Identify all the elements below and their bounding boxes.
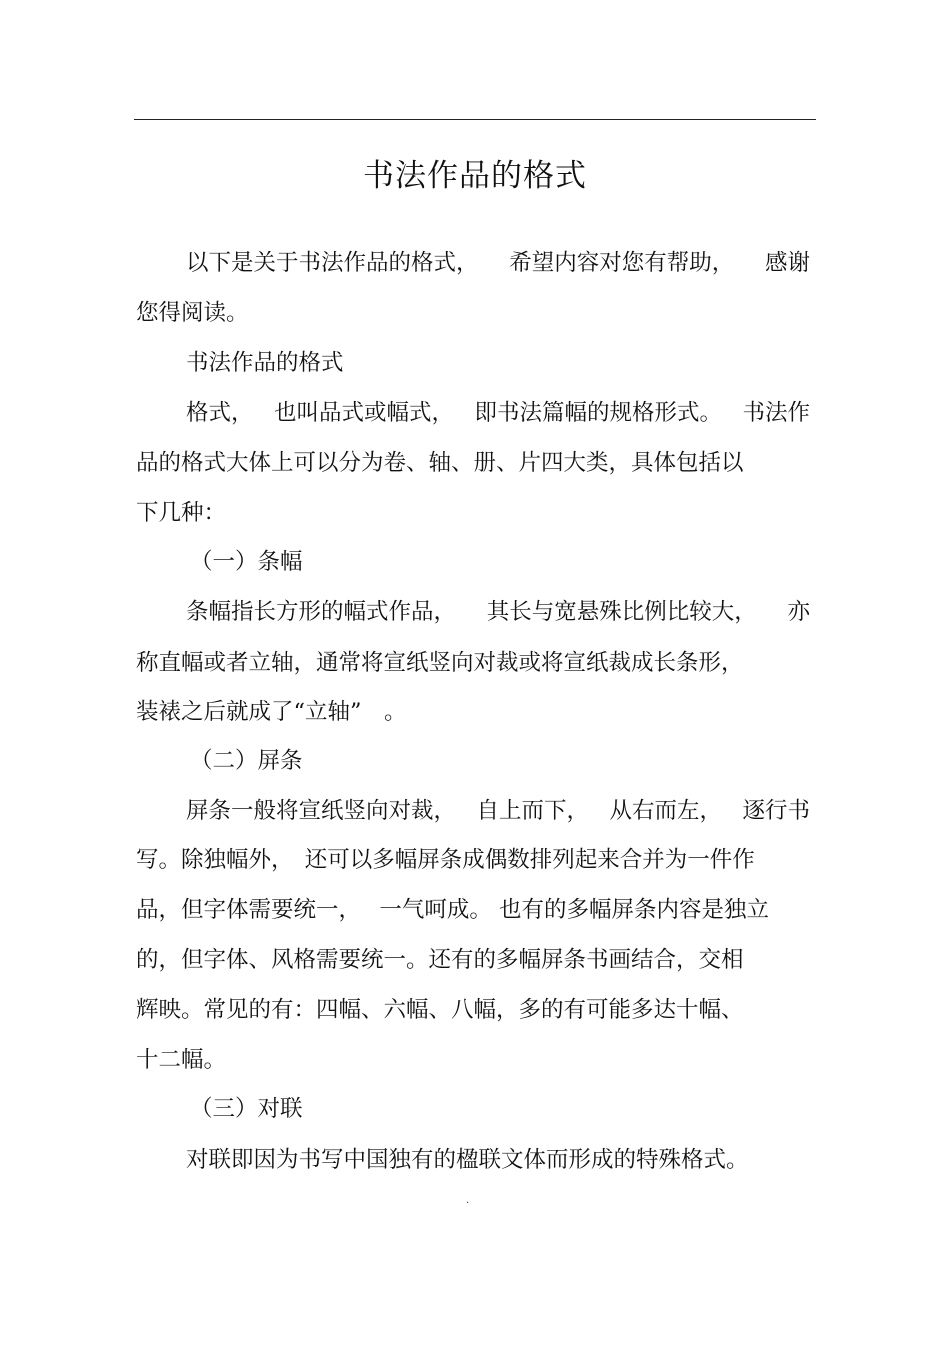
paragraph-line: 装裱之后就成了“立轴” 。 — [136, 699, 407, 725]
section-heading: （三）对联 — [190, 1096, 303, 1122]
text-segment: 格式， — [186, 400, 254, 426]
paragraph-line: 对联即因为书写中国独有的楹联文体而形成的特殊格式。 — [186, 1147, 749, 1173]
text-segment: 逐行书 — [742, 798, 810, 824]
page-title: 书法作品的格式 — [363, 158, 587, 194]
paragraph-line: 品的格式大体上可以分为卷、轴、册、片四大类，具体包括以 — [136, 450, 744, 476]
paragraph-line: 下几种： — [136, 500, 227, 526]
text-segment: 条幅指长方形的幅式作品， — [186, 599, 457, 625]
text-segment: 书法作 — [742, 400, 810, 426]
page-footer-mark: . — [466, 1195, 470, 1206]
paragraph-line: 称直幅或者立轴，通常将宣纸竖向对裁或将宣纸裁成长条形， — [136, 650, 744, 676]
text-segment: 即书法篇幅的规格形式。 — [474, 400, 722, 426]
section-heading: 书法作品的格式 — [186, 350, 344, 376]
paragraph-line — [186, 398, 810, 428]
header-rule — [134, 119, 816, 120]
text-segment: 感谢 — [764, 250, 810, 276]
paragraph-line: 品，但字体需要统一， 一气呵成。 也有的多幅屏条内容是独立 — [136, 897, 770, 923]
paragraph-line: 的，但字体、风格需要统一。还有的多幅屏条书画结合，交相 — [136, 947, 744, 973]
text-segment: 亦 — [787, 599, 810, 625]
paragraph-line — [186, 796, 810, 826]
paragraph-line: 写。除独幅外， 还可以多幅屏条成偶数排列起来合并为一件作 — [136, 847, 755, 873]
text-segment: 屏条一般将宣纸竖向对裁， — [186, 798, 457, 824]
text-segment: 从右而左， — [609, 798, 722, 824]
paragraph-line: 辉映。常见的有：四幅、六幅、八幅，多的有可能多达十幅、 — [136, 997, 744, 1023]
text-segment: 也叫品式或幅式， — [273, 400, 454, 426]
paragraph-line — [186, 248, 810, 278]
text-segment: 以下是关于书法作品的格式， — [186, 250, 479, 276]
paragraph-line: 您得阅读。 — [136, 300, 249, 326]
text-segment: 自上而下， — [476, 798, 589, 824]
section-heading: （一）条幅 — [190, 549, 303, 575]
paragraph-line: 十二幅。 — [136, 1047, 227, 1073]
paragraph-line — [186, 597, 810, 627]
text-segment: 其长与宽悬殊比例比较大， — [486, 599, 757, 625]
section-heading: （二）屏条 — [190, 748, 303, 774]
text-segment: 希望内容对您有帮助， — [509, 250, 735, 276]
